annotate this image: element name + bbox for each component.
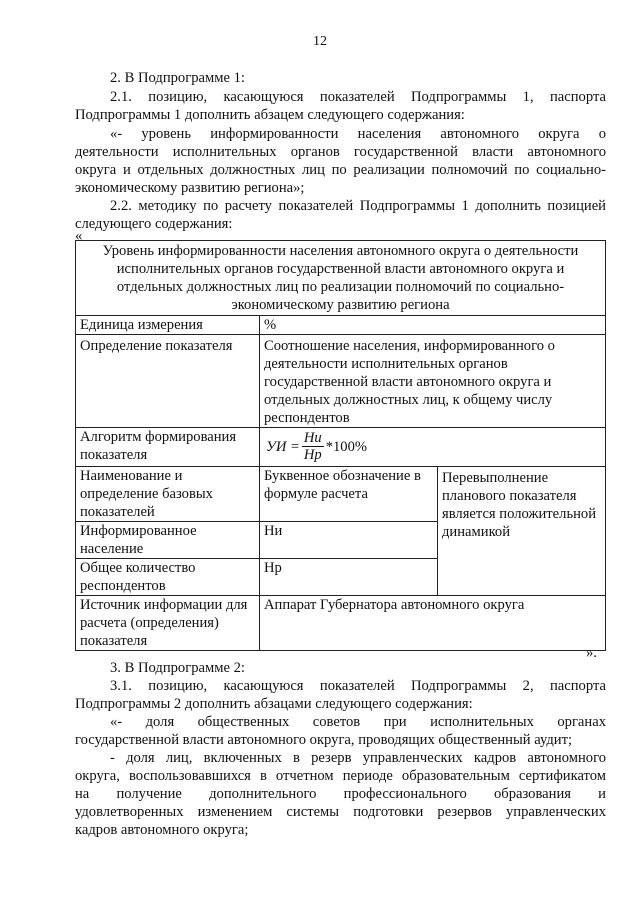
indicator-title: Уровень информированности населения автономного округа о деятельности исполнительных органов государственной власти автономного округа и отдельных должностных лиц по реализации полномочий по социально-экономическому развитию региона	[76, 241, 606, 316]
table-row	[76, 241, 606, 316]
bullet2-line5: кадров автономного округа;	[75, 822, 249, 838]
table-row	[76, 428, 606, 467]
formula-numerator: Ни	[303, 430, 322, 446]
formula	[260, 428, 606, 467]
para-2-2-line1: 2.2. методику по расчету показателей Подпрограммы 1 дополнить позицией	[110, 198, 606, 214]
dynamics-note: Перевыполнение планового показателя является положительной динамикой	[438, 467, 606, 596]
open-quote: «	[75, 228, 83, 244]
formula-rhs: *100%	[325, 439, 368, 455]
section-3-heading: 3. В Подпрограмме 2:	[110, 660, 245, 676]
para-3-1-line1: 3.1. позицию, касающуюся показателей Подпрограммы 2, паспорта	[110, 678, 606, 694]
para-3-1-line2: Подпрограммы 2 дополнить абзацами следующего содержания:	[75, 696, 473, 712]
bullet1-line2: государственной власти автономного округа, проводящих общественный аудит;	[75, 732, 573, 748]
indicator-table	[75, 240, 606, 651]
table-row	[76, 467, 606, 522]
bullet2-line3: на получение дополнительного профессионального образования и	[75, 786, 606, 802]
section-2-heading: 2. В Подпрограмме 1:	[110, 70, 245, 86]
bullet2-line4: удовлетворенных изменением системы подготовки резервов управленческих	[75, 804, 606, 820]
quote-line2: деятельности исполнительных органов государственной власти автономного	[75, 144, 606, 160]
quote-line1: «- уровень информированности населения автономного округа о	[110, 126, 606, 142]
total-respondents-symbol: Нр	[260, 559, 438, 596]
bullet1-line1: «- доля общественных советов при исполнительных органах	[110, 714, 606, 730]
formula-fraction	[302, 431, 324, 463]
unit-label: Единица измерения	[76, 316, 260, 335]
close-quote: ».	[586, 645, 597, 661]
formula-denominator: Нр	[303, 447, 322, 463]
para-2-2-line2: следующего содержания:	[75, 216, 233, 232]
informed-population-label: Информированное население	[76, 522, 260, 559]
formula-lhs: УИ =	[266, 439, 300, 455]
source-label: Источник информации для расчета (определения) показателя	[76, 596, 260, 651]
unit-value: %	[260, 316, 606, 335]
quote-line3: округа и отдельных должностных лиц по реализации полномочий по социально-	[75, 162, 606, 178]
table-row	[76, 335, 606, 428]
page-number: 12	[313, 34, 327, 49]
table-row	[76, 596, 606, 651]
definition-value: Соотношение населения, информированного о деятельности исполнительных органов государственной власти автономного округа и отдельных должностных лиц, к общему числу респондентов	[260, 335, 606, 428]
algorithm-label: Алгоритм формирования показателя	[76, 428, 260, 467]
source-value: Аппарат Губернатора автономного округа	[260, 596, 606, 651]
para-2-1-line1: 2.1. позицию, касающуюся показателей Подпрограммы 1, паспорта	[110, 89, 606, 105]
bullet2-line2: округа, воспользовавшихся в отчетном периоде образовательным сертификатом	[75, 768, 606, 784]
para-2-1-line2: Подпрограммы 1 дополнить абзацем следующего содержания:	[75, 107, 465, 123]
total-respondents-label: Общее количество респондентов	[76, 559, 260, 596]
bullet2-line1: - доля лиц, включенных в резерв управленческих кадров автономного	[110, 750, 606, 766]
definition-label: Определение показателя	[76, 335, 260, 428]
base-indicators-label: Наименование и определение базовых показателей	[76, 467, 260, 522]
table-row	[76, 316, 606, 335]
informed-population-symbol: Ни	[260, 522, 438, 559]
letter-designation-header: Буквенное обозначение в формуле расчета	[260, 467, 438, 522]
quote-line4: экономическому развитию региона»;	[75, 180, 305, 196]
